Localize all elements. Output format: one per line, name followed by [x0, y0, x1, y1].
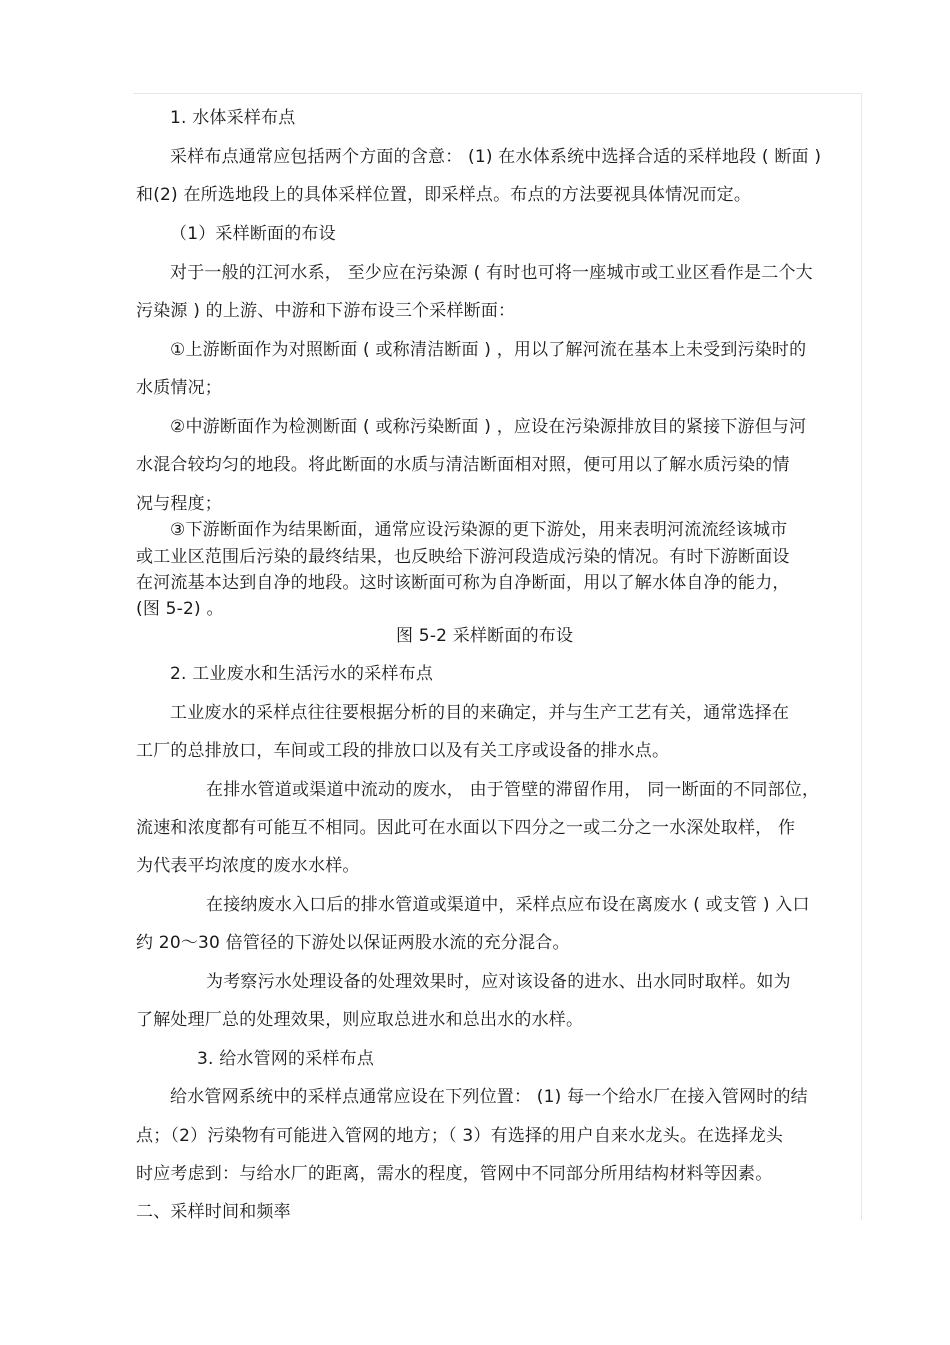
paragraph-line: ②中游断面作为检测断面 ( 或称污染断面 ) ，应设在污染源排放目的紧接下游但与河	[170, 417, 807, 437]
paragraph-line: 工业废水的采样点往往要根据分析的目的来确定，并与生产工艺有关，通常选择在	[170, 703, 790, 723]
paragraph-line: 工厂的总排放口，车间或工段的排放口以及有关工序或设备的排水点。	[136, 741, 670, 761]
section-heading-water-supply: 3. 给水管网的采样布点	[197, 1049, 375, 1069]
paragraph-line: 水混合较均匀的地段。将此断面的水质与清洁断面相对照，便可用以了解水质污染的情	[136, 455, 790, 475]
paragraph-line: 对于一般的江河水系， 至少应在污染源 ( 有时也可将一座城市或工业区看作是二个大	[170, 263, 813, 283]
paragraph-line: 为考察污水处理设备的处理效果时，应对该设备的进水、出水同时取样。如为	[206, 972, 791, 992]
paragraph-line: 在接纳废水入口后的排水管道或渠道中，采样点应布设在离废水 ( 或支管 ) 入口	[206, 895, 810, 915]
section-heading-water-sampling: 1. 水体采样布点	[170, 108, 296, 128]
paragraph-line: 给水管网系统中的采样点通常应设在下列位置： (1) 每一个给水厂在接入管网时的结	[170, 1087, 808, 1107]
paragraph-line: 在河流基本达到自净的地段。这时该断面可称为自净断面，用以了解水体自净的能力，	[136, 573, 790, 593]
paragraph-line: 约 20～30 倍管径的下游处以保证两股水流的充分混合。	[136, 933, 570, 953]
paragraph-line: 或工业区范围后污染的最终结果，也反映给下游河段造成污染的情况。有时下游断面设	[136, 547, 790, 567]
paragraph-line: 为代表平均浓度的废水水样。	[136, 856, 360, 876]
paragraph-line: 和(2) 在所选地段上的具体采样位置，即采样点。布点的方法要视具体情况而定。	[136, 185, 752, 205]
paragraph-line: 水质情况；	[136, 378, 222, 398]
paragraph-line: 时应考虑到：与给水厂的距离，需水的程度，管网中不同部分所用结构材料等因素。	[136, 1164, 773, 1184]
paragraph-line: 点；（2）污染物有可能进入管网的地方；（ 3）有选择的用户自来水龙头。在选择龙头	[136, 1126, 784, 1146]
paragraph-line: 采样布点通常应包括两个方面的含意： (1) 在水体系统中选择合适的采样地段 ( 断面 )	[170, 147, 822, 167]
paragraph-line: (图 5-2) 。	[136, 599, 224, 619]
section-heading-wastewater: 2. 工业废水和生活污水的采样布点	[170, 664, 434, 684]
paragraph-line: 了解处理厂总的处理效果，则应取总进水和总出水的水样。	[136, 1010, 584, 1030]
paragraph-line: 在排水管道或渠道中流动的废水， 由于管壁的滞留作用， 同一断面的不同部位，	[206, 780, 820, 800]
paragraph-line: 流速和浓度都有可能互不相同。因此可在水面以下四分之一或二分之一水深处取样， 作	[136, 818, 796, 838]
paragraph-line: 况与程度；	[136, 494, 222, 514]
figure-caption: 图 5-2 采样断面的布设	[396, 626, 574, 646]
page-border-right	[861, 93, 862, 1220]
page-border-top	[133, 93, 862, 94]
subsection-heading-section-layout: （1）采样断面的布设	[170, 224, 336, 244]
paragraph-line: ③下游断面作为结果断面，通常应设污染源的更下游处，用来表明河流流经该城市	[170, 520, 788, 540]
section-heading-sampling-time: 二、采样时间和频率	[136, 1202, 291, 1222]
paragraph-line: ①上游断面作为对照断面 ( 或称清洁断面 ) ，用以了解河流在基本上未受到污染时的	[170, 340, 807, 360]
paragraph-line: 污染源 ) 的上游、中游和下游布设三个采样断面：	[136, 301, 516, 321]
